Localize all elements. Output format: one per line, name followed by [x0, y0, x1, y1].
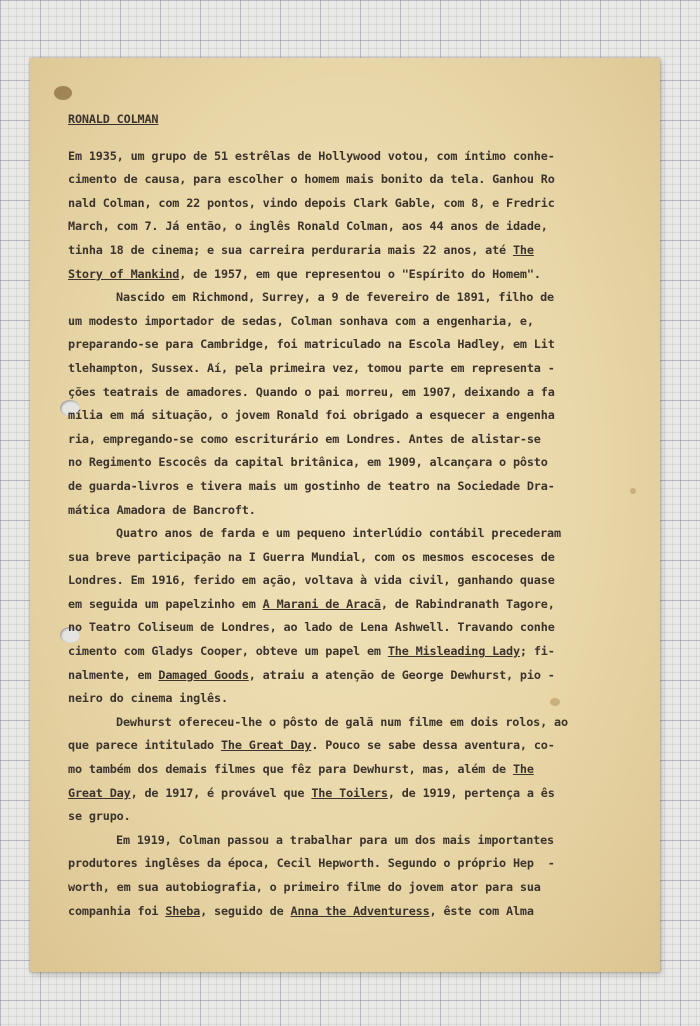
text-line: cimento de causa, para escolher o homem mais bonito da tela. Ganhou Ro: [68, 172, 555, 187]
text-line: no Regimento Escocês da capital britânica, em 1909, alcançara o pôsto: [68, 455, 548, 470]
text-line: ções teatrais de amadores. Quando o pai morreu, em 1907, deixando a fa: [68, 384, 555, 399]
document-heading: RONALD COLMAN: [68, 112, 159, 126]
text-line: que parece intitulado The Great Day. Pouco se sabe dessa aventura, co-: [68, 738, 555, 753]
text-line: companhia foi Sheba, seguido de Anna the Adventuress, êste com Alma: [68, 903, 534, 918]
text-line: ria, empregando-se como escriturário em Londres. Antes de alistar-se: [68, 431, 541, 446]
text-line: Story of Mankind, de 1957, em que representou o "Espírito do Homem".: [68, 266, 541, 281]
text-line: worth, em sua autobiografia, o primeiro filme do jovem ator para sua: [68, 880, 541, 894]
text-line: produtores inglêses da época, Cecil Hepworth. Segundo o próprio Hep -: [68, 856, 555, 871]
text-line: Em 1935, um grupo de 51 estrêlas de Hollywood votou, com íntimo conhe-: [68, 148, 555, 163]
text-line: de guarda-livros e tivera mais um gostinho de teatro na Sociedade Dra-: [68, 478, 555, 493]
text-line: tinha 18 de cinema; e sua carreira perduraria mais 22 anos, até The: [68, 242, 534, 257]
text-line: se grupo.: [68, 809, 131, 824]
text-line: tlehampton, Sussex. Aí, pela primeira vez, tomou parte em representa -: [68, 360, 555, 375]
text-line: cimento com Gladys Cooper, obteve um papel em The Misleading Lady; fi-: [68, 644, 555, 659]
text-line: Dewhurst ofereceu-lhe o pôsto de galã num filme em dois rolos, ao: [116, 714, 568, 729]
stain-spot: [54, 86, 72, 100]
text-line: mília em má situação, o jovem Ronald foi obrigado a esquecer a engenha: [68, 408, 555, 423]
text-line: mática Amadora de Bancroft.: [68, 502, 256, 517]
text-line: nalmente, em Damaged Goods, atraiu a atenção de George Dewhurst, pio -: [68, 667, 555, 682]
text-line: em seguida um papelzinho em A Marani de Aracã, de Rabindranath Tagore,: [68, 596, 555, 611]
text-line: Londres. Em 1916, ferido em ação, voltava à vida civil, ganhando quase: [68, 573, 555, 588]
text-line: March, com 7. Já então, o inglês Ronald Colman, aos 44 anos de idade,: [68, 219, 548, 234]
text-line: no Teatro Coliseum de Londres, ao lado de Lena Ashwell. Travando conhe: [68, 620, 555, 635]
text-line: neiro do cinema inglês.: [68, 691, 228, 706]
text-line: Quatro anos de farda e um pequeno interlúdio contábil precederam: [116, 526, 561, 541]
paragraph-lines: [68, 145, 630, 924]
stain-spot: [630, 488, 636, 494]
document-body: [68, 108, 630, 923]
text-line: Em 1919, Colman passou a trabalhar para um dos mais importantes: [116, 832, 554, 847]
text-line: nald Colman, com 22 pontos, vindo depois Clark Gable, com 8, e Fredric: [68, 195, 555, 210]
text-line: Nascido em Richmond, Surrey, a 9 de fevereiro de 1891, filho de: [116, 290, 554, 305]
text-line: sua breve participação na I Guerra Mundial, com os mesmos escoceses de: [68, 549, 555, 564]
text-line: um modesto importador de sedas, Colman sonhava com a engenharia, e,: [68, 313, 534, 328]
text-line: Great Day, de 1917, é provável que The Toilers, de 1919, pertença a ês: [68, 785, 555, 800]
text-line: preparando-se para Cambridge, foi matriculado na Escola Hadley, em Lit: [68, 337, 555, 352]
text-line: mo também dos demais filmes que fêz para Dewhurst, mas, além de The: [68, 762, 534, 777]
